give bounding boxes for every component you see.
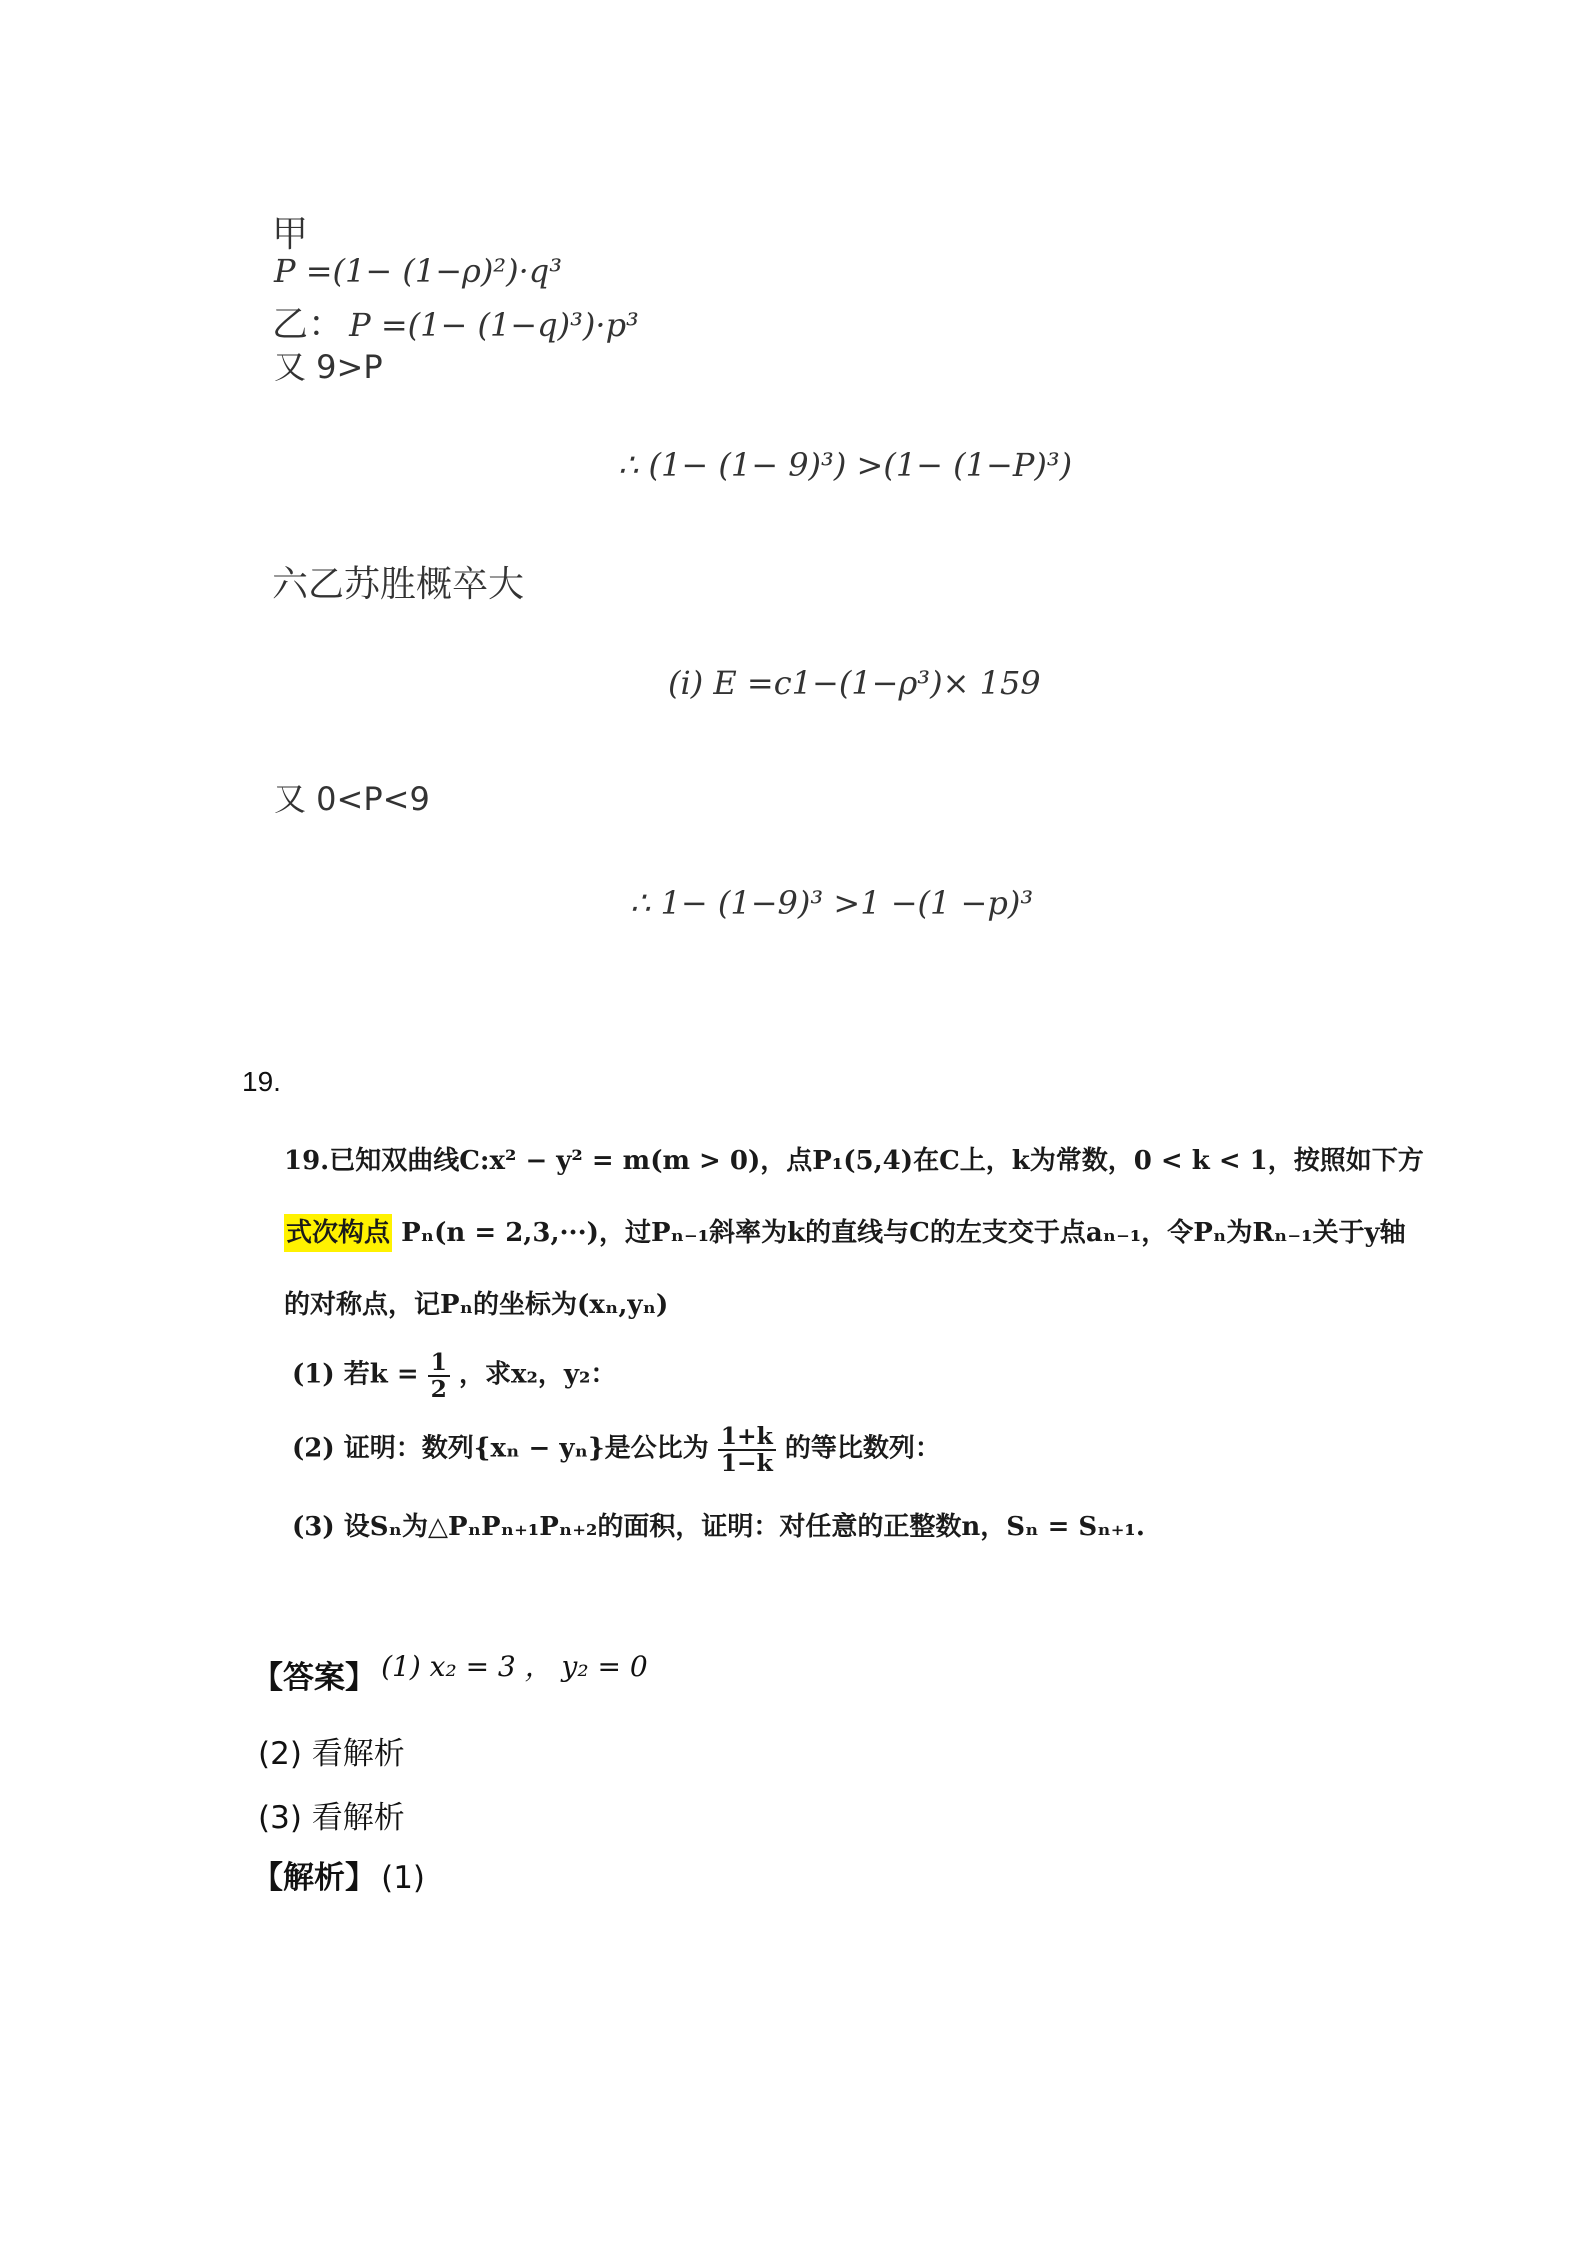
work-line-yi	[272, 296, 639, 347]
fraction-half	[428, 1350, 450, 1401]
part-1-text-a: (1) 若k =	[292, 1359, 419, 1390]
work-line-jia: 甲	[272, 214, 309, 255]
question-part-2	[292, 1424, 941, 1475]
work-line-conclusion: 六乙苏胜概卒大	[272, 564, 525, 605]
answer-label: 【答案】	[252, 1660, 376, 1696]
highlighted-text: 式次构点	[284, 1214, 392, 1252]
part-1-text-b: ，求x₂，y₂：	[459, 1359, 617, 1390]
question-number: 19.	[242, 1066, 281, 1097]
fraction-numerator: 1	[428, 1350, 450, 1377]
question-line-1: 19.已知双曲线C:x² − y² = m(m > 0)，点P₁(5,4)在C上，k为常数，0 < k < 1，按照如下方	[284, 1146, 1424, 1176]
answer-row	[252, 1652, 648, 1697]
question-line-2	[284, 1212, 1406, 1249]
work-line-p-jia: P =(1− (1−ρ)²)·q³	[274, 252, 563, 290]
work-line-you1: 又 9>P	[274, 348, 383, 386]
answer-part-1: (1) x₂ = 3 ， y₂ = 0	[381, 1650, 648, 1683]
fraction-denominator: 1−k	[720, 1448, 773, 1477]
part-2-text-b: 的等比数列：	[784, 1433, 941, 1464]
fraction-denominator: 2	[430, 1374, 447, 1403]
analysis-part-1: (1)	[381, 1860, 426, 1896]
answer-part-3: (3) 看解析	[258, 1800, 405, 1836]
work-line-therefore2: ∴ 1− (1−9)³ >1 −(1 −p)³	[630, 884, 1034, 922]
work-line-yi-label: 乙：	[272, 304, 345, 345]
work-line-therefore1: ∴ (1− (1− 9)³) >(1− (1−P)³)	[618, 446, 1073, 484]
part-2-text-a: (2) 证明：数列{xₙ − yₙ}是公比为	[292, 1433, 709, 1464]
fraction-numerator: 1+k	[718, 1424, 776, 1451]
work-line-expectation: (i) E =c1−(1−ρ³)× 159	[668, 664, 1041, 702]
analysis-label: 【解析】	[252, 1860, 376, 1896]
analysis-row	[252, 1852, 425, 1897]
answer-part-2: (2) 看解析	[258, 1736, 405, 1772]
work-line-yi-expr: P =(1− (1−q)³)·p³	[349, 306, 639, 344]
question-line-2-rest: Pₙ(n = 2,3,···)，过Pₙ₋₁斜率为k的直线与C的左支交于点aₙ₋₁，令Pₙ为Rₙ₋₁关于y轴	[401, 1218, 1406, 1248]
work-line-you2: 又 0<P<9	[274, 780, 430, 818]
question-part-3: (3) 设Sₙ为△PₙPₙ₊₁Pₙ₊₂的面积，证明：对任意的正整数n，Sₙ = Sₙ₊₁.	[292, 1512, 1145, 1542]
question-line-3: 的对称点，记Pₙ的坐标为(xₙ,yₙ)	[284, 1290, 669, 1320]
question-part-1	[292, 1350, 616, 1401]
fraction-ratio	[718, 1424, 776, 1475]
